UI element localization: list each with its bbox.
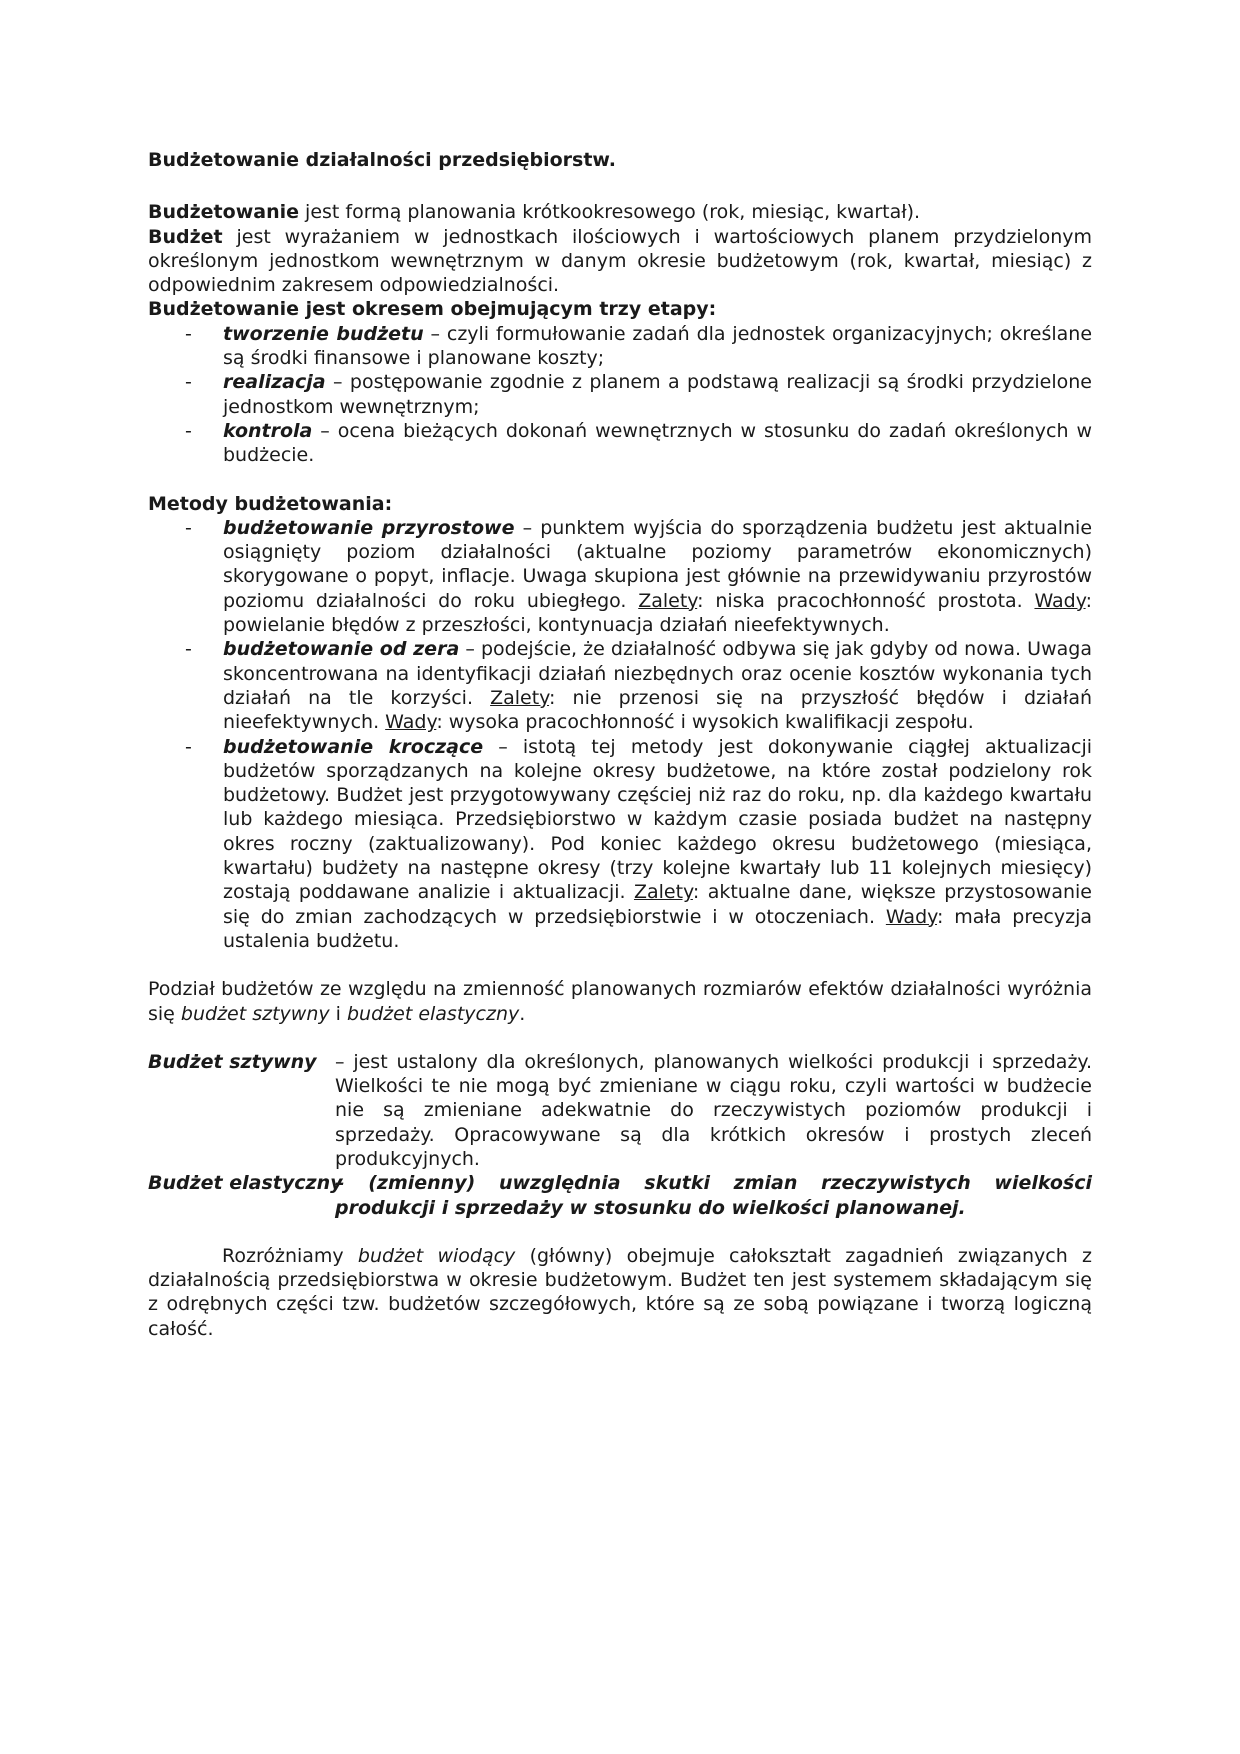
term-budzetowanie: Budżetowanie xyxy=(148,201,299,224)
pros-label: Zalety xyxy=(633,881,693,904)
definition-budzet-sztywny: Budżet sztywny – jest ustalony dla określonych, planowanych wielkości produkcji i sprzedaży. Wielkości te nie mogą być zmieniane w ciągu roku, czyli wartości w budżecie nie są zmieniane adekwatnie do rzeczywistych poziomów produkcji i sprzedaży. Opracowywane są dla krótkich okresów i prostych zleceń produkcyjnych. xyxy=(148,1050,1092,1170)
closing-paragraph: Rozróżniamy budżet wiodący (główny) obejmuje całokształt zagadnień związanych z działalnością przedsiębiorstwa w okresie budżetowym. Budżet ten jest systemem składającym się z odrębnych części tzw. budżetów szczegółowych, które są ze sobą powiązane i tworzą logiczną całość. xyxy=(148,1244,1092,1340)
list-item: - budżetowanie od zera – podejście, że działalność odbywa się jak gdyby od nowa. Uwaga skoncentrowana na identyfikacji działań niezbędnych oraz ocenie kosztów wykonania tych działań na tle korzyści. Zalety: nie przenosi się na przyszłość błędów i działań nieefektywnych. Wady: wysoka pracochłonność i wysokich kwalifikacji zespołu. xyxy=(148,637,1092,734)
document-page xyxy=(148,148,1092,1341)
term-budzet-elastyczny: Budżet elastyczny xyxy=(148,1172,343,1195)
list-item: - budżetowanie kroczące – istotą tej metody jest dokonywanie ciągłej aktualizacji budżetów sporządzanych na kolejne okresy budżetowe, na które został podzielony rok budżetowy. Budżet jest przygotowywany częściej niż raz do roku, np. dla każdego kwartału lub każdego miesiąca. Przedsiębiorstwo w każdym czasie posiada budżet na następny okres roczny (zaktualizowany). Pod koniec każdego okresu budżetowego (miesiąca, kwartału) budżety na następne okresy (trzy kolejne kwartały lub 11 kolejnych miesięcy) zostają poddawane analizie i aktualizacji. Zalety: aktualne dane, większe przystosowanie się do zmian zachodzących w przedsiębiorstwie i w otoczeniach. Wady: mała precyzja ustalenia budżetu. xyxy=(148,735,1092,954)
list-item: - budżetowanie przyrostowe – punktem wyjścia do sporządzenia budżetu jest aktualnie osiągnięty poziom działalności (aktualne poziomy parametrów ekonomicznych) skorygowane o popyt, inflacje. Uwaga skupiona jest głównie na przewidywaniu przyrostów poziomu działalności do roku ubiegłego. Zalety: niska pracochłonność prostota. Wady: powielanie błędów z przeszłości, kontynuacja działań nieefektywnych. xyxy=(148,516,1092,637)
pros-label: Zalety xyxy=(638,589,698,612)
list-item: - realizacja – postępowanie zgodnie z planem a podstawą realizacji są środki przydzielone jednostkom wewnętrznym; xyxy=(148,370,1092,419)
methods-list xyxy=(148,516,1092,953)
stages-heading: Budżetowanie jest okresem obejmującym trzy etapy: xyxy=(148,298,717,321)
document-title: Budżetowanie działalności przedsiębiorstw. xyxy=(148,149,616,171)
definition-budzet-elastyczny: Budżet elastyczny – (zmienny) uwzględnia skutki zmian rzeczywistych wielkości produkcji i sprzedaży w stosunku do wielkości planowanej. xyxy=(148,1172,1092,1219)
term-budzet: Budżet xyxy=(148,225,223,248)
term-budzet-sztywny: Budżet sztywny xyxy=(148,1050,317,1073)
cons-label: Wady xyxy=(885,905,937,928)
pros-label: Zalety xyxy=(490,686,550,709)
cons-label: Wady xyxy=(1034,589,1086,612)
definition-text: jest wyrażaniem w jednostkach ilościowych i wartościowych planem przydzielonym określonym jednostkom wewnętrznym w danym okresie budżetowym (rok, kwartał, miesiąc) z odpowiednim zakresem odpowiedzialności. xyxy=(148,225,1092,297)
intro-paragraph-budzet xyxy=(148,225,1092,298)
division-paragraph: Podział budżetów ze względu na zmienność planowanych rozmiarów efektów działalności wyróżnia się budżet sztywny i budżet elastyczny. xyxy=(148,978,1092,1025)
list-item: - kontrola – ocena bieżących dokonań wewnętrznych w stosunku do zadań określonych w budżecie. xyxy=(148,419,1092,468)
definition-text: jest formą planowania krótkookresowego (rok, miesiąc, kwartał). xyxy=(299,201,921,224)
intro-paragraph-budzetowanie xyxy=(148,200,1092,224)
stages-list xyxy=(148,322,1092,468)
methods-heading: Metody budżetowania: xyxy=(148,492,393,515)
cons-label: Wady xyxy=(385,711,437,734)
list-item: - tworzenie budżetu – czyli formułowanie zadań dla jednostek organizacyjnych; określane są środki finansowe i planowane koszty; xyxy=(148,322,1092,371)
